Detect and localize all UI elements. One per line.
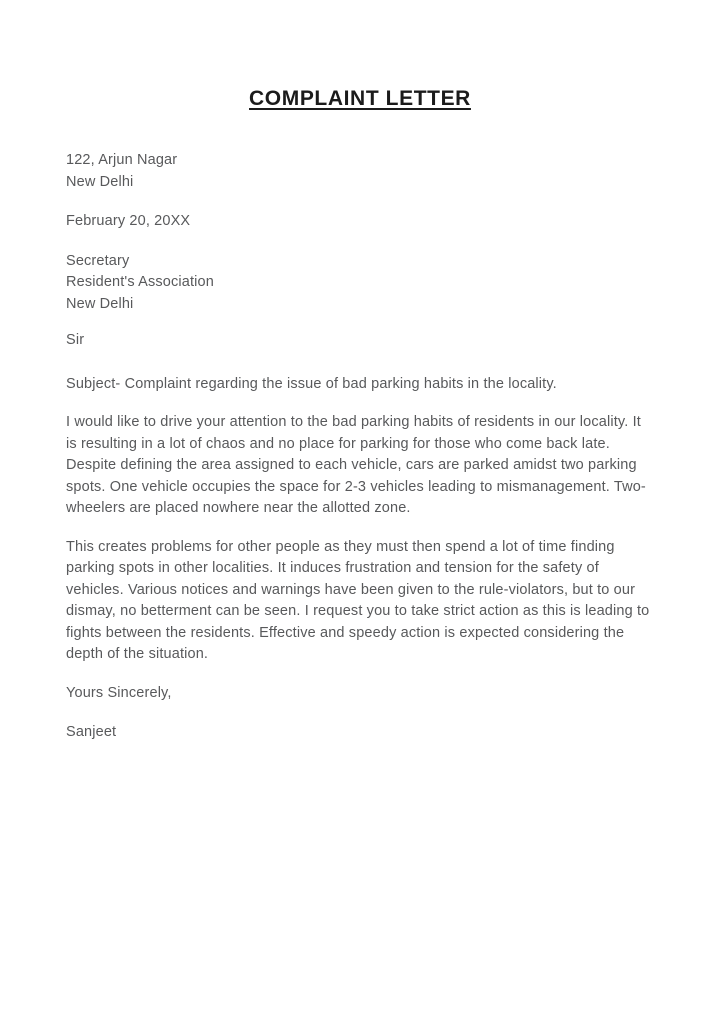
recipient-city: New Delhi: [66, 295, 134, 312]
salutation: Sir: [66, 332, 85, 348]
sender-address: [66, 150, 654, 193]
recipient-address: [66, 251, 654, 316]
closing: Yours Sincerely,: [66, 684, 172, 701]
body-paragraph-1: I would like to drive your attention to the bad parking habits of residents in our locality. It is resulting in a lot of chaos and no place for parking for those who come back late. Despite defining the area assigned to each vehicle, cars are parked amidst two parking spots. One vehicle occupies the space for 2-3 vehicles leading to mismanagement. Two-wheelers are placed nowhere near the allotted zone.: [66, 414, 646, 516]
letter-date: February 20, 20XX: [66, 213, 191, 229]
sender-address-line-1: 122, Arjun Nagar: [66, 152, 178, 168]
body-paragraph-2: This creates problems for other people as they must then spend a lot of time finding parking spots in other localities. It induces frustration and tension for the safety of vehicles. Various notices and warnings have been given to the rule-violators, but to our dismay, no betterment can be seen. I request you to take strict action as this is leading to fights between the residents. Effective and speedy action is expected considering the depth of the situation.: [66, 538, 650, 662]
sender-address-line-2: New Delhi: [66, 173, 134, 190]
signature-name: Sanjeet: [66, 724, 117, 740]
letter-title: COMPLAINT LETTER: [249, 87, 471, 110]
subject-line: Subject- Complaint regarding the issue of bad parking habits in the locality.: [66, 375, 557, 392]
recipient-title: Secretary: [66, 252, 130, 269]
recipient-organization: Resident's Association: [66, 274, 214, 290]
